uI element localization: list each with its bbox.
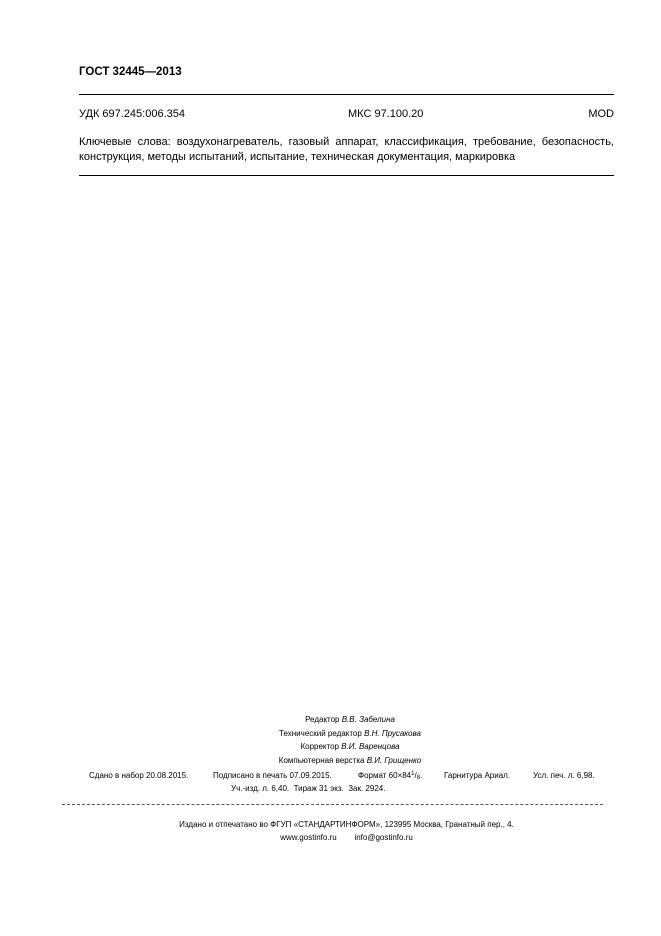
credits-block <box>200 713 500 767</box>
keywords-rule <box>79 175 614 176</box>
format-numerator: 1 <box>411 771 415 777</box>
imprint-order: Зак. 2924. <box>348 784 386 793</box>
tech-editor-name: В.Н. Прусакова <box>364 728 421 738</box>
layout-label: Компьютерная верстка <box>278 755 365 765</box>
format-denominator: 8 <box>416 775 421 781</box>
keywords-text: Ключевые слова: воздухонагреватель, газовый аппарат, классификация, требование, безопасность, конструкция, методы испытаний, испытание, техническая документация, маркировка <box>79 136 614 163</box>
imprint-print-sheets: Усл. печ. л. 6,98. <box>533 771 595 780</box>
mod-label: MOD <box>588 108 614 120</box>
publisher-website-link[interactable]: www.gostinfo.ru <box>280 833 337 842</box>
layout-name: В.И. Грищенко <box>366 755 422 765</box>
imprint-pub-sheets: Уч.-изд. л. 6,40. <box>231 784 290 793</box>
imprint-submitted: Сдано в набор 20.08.2015. <box>89 771 189 780</box>
publisher-contacts <box>80 831 613 844</box>
standard-number: ГОСТ 32445—2013 <box>79 66 182 78</box>
tech-editor-line <box>200 727 500 741</box>
editor-line <box>200 713 500 727</box>
imprint-typeface: Гарнитура Ариал. <box>444 771 511 780</box>
publisher-line: Издано и отпечатано во ФГУП «СТАНДАРТИНФОРМ», 123995 Москва, Гранатный пер., 4. <box>179 820 514 829</box>
layout-line <box>200 754 500 768</box>
corrector-name: В.И. Варенцова <box>341 742 400 751</box>
publisher-email-link[interactable]: info@gostinfo.ru <box>354 833 413 842</box>
imprint-format: Формат $60\times 84^1/_8$. <box>358 771 423 781</box>
imprint-second-line <box>231 784 385 793</box>
imprint-run: Тираж 31 экз. <box>293 784 344 793</box>
header-rule <box>79 94 614 95</box>
imprint-dashed-rule <box>62 804 603 805</box>
publisher-block <box>80 818 613 844</box>
editor-label: Редактор <box>305 715 340 724</box>
corrector-label: Корректор <box>300 742 339 751</box>
mks-code: МКС 97.100.20 <box>348 108 424 120</box>
tech-editor-label: Технический редактор <box>279 728 362 738</box>
udk-code: УДК 697.245:006.354 <box>79 108 185 120</box>
editor-name: В.В. Забелина <box>341 715 395 724</box>
imprint-signed: Подписано в печать 07.09.2015. <box>213 771 332 780</box>
corrector-line <box>200 740 500 754</box>
format-label: Формат 60×84 <box>358 771 412 780</box>
